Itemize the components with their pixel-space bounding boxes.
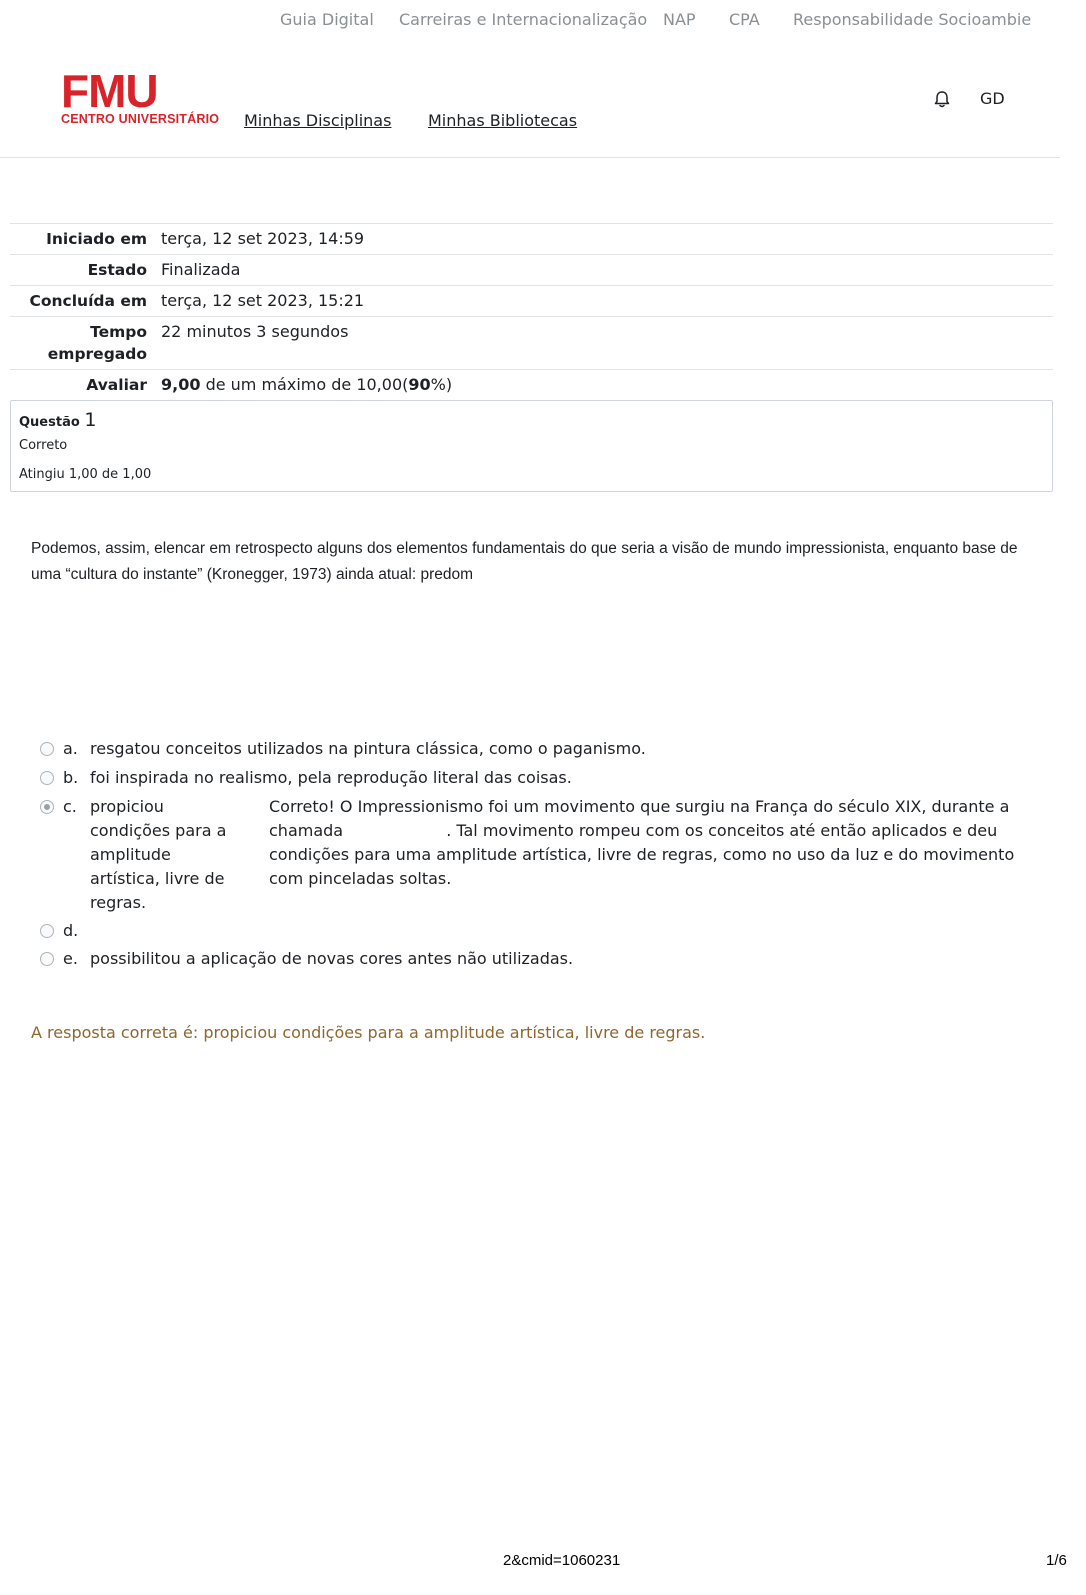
time-value: 22 minutos 3 segundos <box>161 317 1053 370</box>
grade-end: %) <box>430 375 453 394</box>
right-answer-feedback: A resposta correta é: propiciou condições para a amplitude artística, livre de regras. <box>31 1023 706 1042</box>
bell-icon[interactable] <box>932 89 952 109</box>
print-footer-page: 1/6 <box>1046 1552 1067 1569</box>
question-info-box <box>10 400 1053 492</box>
print-footer-url: 2&cmid=1060231 <box>503 1552 621 1569</box>
answer-text-b: foi inspirada no realismo, pela reprodução literal das coisas. <box>90 768 572 787</box>
state-label: Estado <box>10 255 161 286</box>
summary-row-time <box>10 317 1053 370</box>
feedback-part-1: Correto! O Impressionismo foi um movimento que surgiu na França do século XIX, durante a chamada <box>269 797 1010 840</box>
answer-feedback-c <box>269 795 1029 891</box>
minhas-bibliotecas-link[interactable]: Minhas Bibliotecas <box>428 111 578 130</box>
feedback-part-2: . Tal movimento rompeu com os conceitos até então aplicados e deu condições para uma amplitude artística, livre de regras, como no uso da luz e do movimento com pinceladas soltas. <box>269 821 1015 888</box>
question-label: Questão <box>19 415 80 430</box>
summary-row-state <box>10 255 1053 286</box>
summary-row-completed <box>10 286 1053 317</box>
started-label: Iniciado em <box>10 224 161 255</box>
answer-letter-e: e. <box>63 949 78 968</box>
grade-mid: de um máximo de 10,00( <box>200 375 409 394</box>
answer-text-c: propiciou condições para a amplitude artística, livre de regras. <box>90 797 227 912</box>
answer-letter-d: d. <box>63 921 79 940</box>
completed-label: Concluída em <box>10 286 161 317</box>
header-divider <box>0 157 1060 158</box>
answer-text-e: possibilitou a aplicação de novas cores antes não utilizadas. <box>90 949 574 968</box>
grade-label: Avaliar <box>10 370 161 401</box>
answer-letter-a: a. <box>63 739 78 758</box>
state-value: Finalizada <box>161 255 1053 286</box>
summary-row-grade <box>10 370 1053 401</box>
radio-c-selected[interactable] <box>40 800 54 814</box>
nav-responsabilidade[interactable]: Responsabilidade Socioambie <box>793 10 1032 29</box>
minhas-disciplinas-link[interactable]: Minhas Disciplinas <box>244 111 392 130</box>
question-number-value: 1 <box>84 409 97 431</box>
nav-guia-digital[interactable]: Guia Digital <box>280 10 374 29</box>
grade-percent: 90 <box>408 375 431 394</box>
question-grade: Atingiu 1,00 de 1,00 <box>19 467 152 482</box>
question-state: Correto <box>19 438 68 453</box>
question-number <box>19 409 96 431</box>
top-navigation <box>0 10 1086 34</box>
radio-e[interactable] <box>40 952 54 966</box>
bell-icon-svg <box>932 89 952 109</box>
radio-a[interactable] <box>40 742 54 756</box>
grade-value <box>161 370 1053 401</box>
started-value: terça, 12 set 2023, 14:59 <box>161 224 1053 255</box>
attempt-summary-table <box>10 223 1053 400</box>
radio-b[interactable] <box>40 771 54 785</box>
answer-letter-c: c. <box>63 797 77 816</box>
answer-text-a: resgatou conceitos utilizados na pintura clássica, como o paganismo. <box>90 739 646 758</box>
grade-score: 9,00 <box>161 375 201 394</box>
logo-subtitle: CENTRO UNIVERSITÁRIO <box>61 112 220 126</box>
answer-letter-b: b. <box>63 768 79 787</box>
summary-row-started <box>10 224 1053 255</box>
radio-d[interactable] <box>40 924 54 938</box>
time-label-line2: empregado <box>47 345 147 363</box>
completed-value: terça, 12 set 2023, 15:21 <box>161 286 1053 317</box>
time-label <box>10 317 161 370</box>
fmu-logo[interactable] <box>61 65 220 130</box>
nav-cpa[interactable]: CPA <box>729 10 760 29</box>
answer-option-c[interactable] <box>38 795 1038 915</box>
nav-nap[interactable]: NAP <box>663 10 696 29</box>
question-text: Podemos, assim, elencar em retrospecto alguns dos elementos fundamentais do que seria a visão de mundo impressionista, enquanto base de uma “cultura do instante” (Kronegger, 1973) ainda atual: predom <box>31 540 1018 583</box>
time-label-line1: Tempo <box>90 323 147 341</box>
logo-mark: FMU <box>61 65 158 117</box>
nav-carreiras[interactable]: Carreiras e Internacionalização <box>399 10 648 29</box>
user-avatar[interactable]: GD <box>980 89 1005 108</box>
